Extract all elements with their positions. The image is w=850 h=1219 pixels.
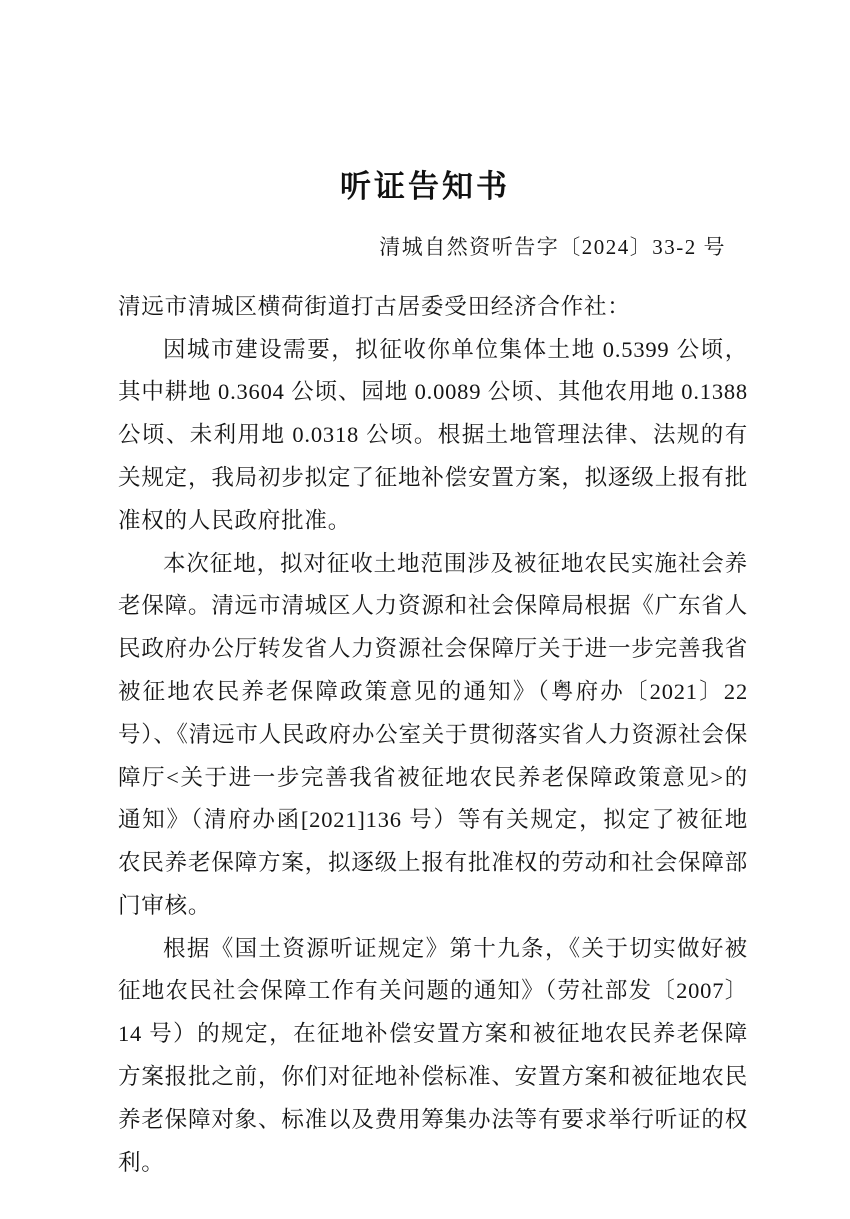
paragraph-social-security-plan: 本次征地，拟对征收土地范围涉及被征地农民实施社会养老保障。清远市清城区人力资源和社会保障局根据《广东省人民政府办公厅转发省人力资源社会保障厅关于进一步完善我省被征地农民养老保障政策意见的通知》（粤府办〔2021〕22 号）、《清远市人民政府办公室关于贯彻落实省人力资源社会保障厅<关于进一步完善我省被征地农民养老保障政策意见>的通知》（清府办函[2021]136 号）等有关规定，拟定了被征地农民养老保障方案，拟逐级上报有批准权的劳动和社会保障部门审核。 xyxy=(118,550,748,918)
paragraph-land-acquisition: 因城市建设需要，拟征收你单位集体土地 0.5399 公顷，其中耕地 0.3604 公顷、园地 0.0089 公顷、其他农用地 0.1388 公顷、未利用地 0.0318 公顷。根据土地管理法律、法规的有关规定，我局初步拟定了征地补偿安置方案，拟逐级上报有批准权的人民政府批准。 xyxy=(118,336,748,533)
paragraph-hearing-rights: 根据《国土资源听证规定》第十九条，《关于切实做好被征地农民社会保障工作有关问题的通知》（劳社部发〔2007〕14 号）的规定，在征地补偿安置方案和被征地农民养老保障方案报批之前，你们对征地补偿标准、安置方案和被征地农民养老保障对象、标准以及费用筹集办法等有要求举行听证的权利。 xyxy=(118,935,748,1175)
document-body xyxy=(118,286,748,1185)
document-number: 清城自然资听告字〔2024〕33-2 号 xyxy=(379,234,726,259)
salutation-line: 清远市清城区横荷街道打古居委受田经济合作社： xyxy=(118,293,631,319)
document-title: 听证告知书 xyxy=(340,169,510,204)
